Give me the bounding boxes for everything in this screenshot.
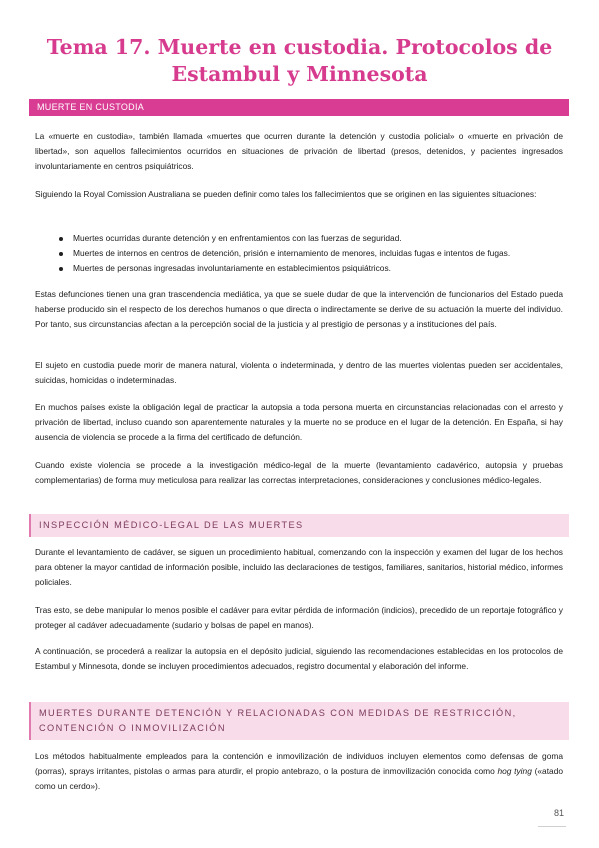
paragraph: El sujeto en custodia puede morir de manera natural, violenta o indeterminada, y dentro de las muertes violentas pueden ser accidentales, suicidas, homicidas o indeterminadas.	[35, 360, 563, 386]
section-heading-text: MUERTE EN CUSTODIA	[37, 102, 145, 112]
title-line-2: Estambul y Minnesota	[171, 62, 428, 86]
footer-divider	[538, 826, 566, 827]
list-item-text: Muertes ocurridas durante detención y en enfrentamientos con las fuerzas de seguridad.	[73, 233, 402, 243]
title-line-1: Tema 17. Muerte en custodia. Protocolos de	[46, 35, 553, 59]
section-heading-muerte-en-custodia	[29, 99, 569, 116]
bullet-icon	[59, 267, 63, 271]
paragraph: Siguiendo la Royal Comission Australiana se pueden definir como tales los fallecimientos que se originen en las siguientes situaciones:	[35, 189, 537, 199]
page-title	[40, 34, 559, 88]
paragraph: A continuación, se procederá a realizar la autopsia en el depósito judicial, siguiendo las recomendaciones establecidas en los protocolos de Estambul y Minnesota, donde se incluyen procedimientos adecuados, registro documental y elaboración del informe.	[35, 646, 563, 672]
paragraph: Durante el levantamiento de cadáver, se siguen un procedimiento habitual, comenzando con la inspección y examen del lugar de los hechos para obtener la mayor cantidad de información posible, incluido las declaraciones de testigos, familiares, sanitarios, historial médico, informes policiales.	[35, 547, 563, 588]
section-heading-text: MUERTES DURANTE DETENCIÓN Y RELACIONADAS CON MEDIDAS DE RESTRICCIÓN, CONTENCIÓN O INMOVILIZACIÓN	[39, 708, 517, 733]
list-item	[35, 231, 563, 246]
paragraph: Tras esto, se debe manipular lo menos posible el cadáver para evitar pérdida de información (indicios), precedido de un reportaje fotográfico y proteger al cadáver adecuadamente (sudario y bolsas de papel en manos).	[35, 605, 563, 631]
paragraph-text: («atado como un cerdo»).	[35, 766, 564, 792]
section-heading-muertes-durante-detencion	[29, 702, 569, 740]
bullet-list	[35, 231, 563, 277]
page-number: 81	[553, 808, 564, 818]
list-item	[35, 261, 563, 276]
paragraph-italic-term: hog tying	[497, 766, 532, 777]
paragraph	[35, 749, 563, 795]
paragraph-text: Los métodos habitualmente empleados para la contención e inmovilización de individuos incluyen elementos como defensas de goma (porras), sprays irritantes, pistolas o armas para aturdir, el propio antebrazo, o la postura de inmovilización conocida como	[35, 751, 563, 777]
paragraph: Estas defunciones tienen una gran trascendencia mediática, ya que se suele dudar de que la intervención de funcionarios del Estado pueda haberse producido sin el respecto de los derechos humanos o que directa o indirectamente se derive de su actuación la muerte del individuo. Por tanto, sus circunstancias afectan a la percepción social de la justicia y al prestigio de personas y a instituciones del país.	[35, 289, 563, 330]
list-item-text: Muertes de personas ingresadas involuntariamente en establecimientos psiquiátricos.	[73, 263, 391, 274]
paragraph: Cuando existe violencia se procede a la investigación médico-legal de la muerte (levantamiento cadavérico, autopsia y pruebas complementarias) de forma muy meticulosa para realizar las correctas interpretaciones, consideraciones y conclusiones médico-legales.	[35, 460, 563, 486]
list-item	[35, 246, 563, 261]
paragraph: La «muerte en custodia», también llamada «muertes que ocurren durante la detención y custodia policial» o «muerte en privación de libertad», son aquellos fallecimientos ocurridos en situaciones de privación de libertad (presos, detenidos, y pacientes ingresados involuntariamente en centros psiquiátricos.	[35, 131, 563, 172]
list-item-text: Muertes de internos en centros de detención, prisión e internamiento de menores, incluidas fugas e intentos de fugas.	[73, 248, 511, 259]
bullet-icon	[59, 237, 63, 241]
paragraph: En muchos países existe la obligación legal de practicar la autopsia a toda persona muerta en circunstancias relacionadas con el arresto y privación de libertad, incluso cuando son aparentemente naturales y la muerte no se produce en el lugar de la detención. En España, si hay ausencia de violencia se procede a la firma del certificado de defunción.	[35, 402, 563, 443]
bullet-icon	[59, 252, 63, 256]
section-heading-inspeccion	[29, 514, 569, 537]
section-heading-text: INSPECCIÓN MÉDICO-LEGAL DE LAS MUERTES	[39, 520, 304, 530]
